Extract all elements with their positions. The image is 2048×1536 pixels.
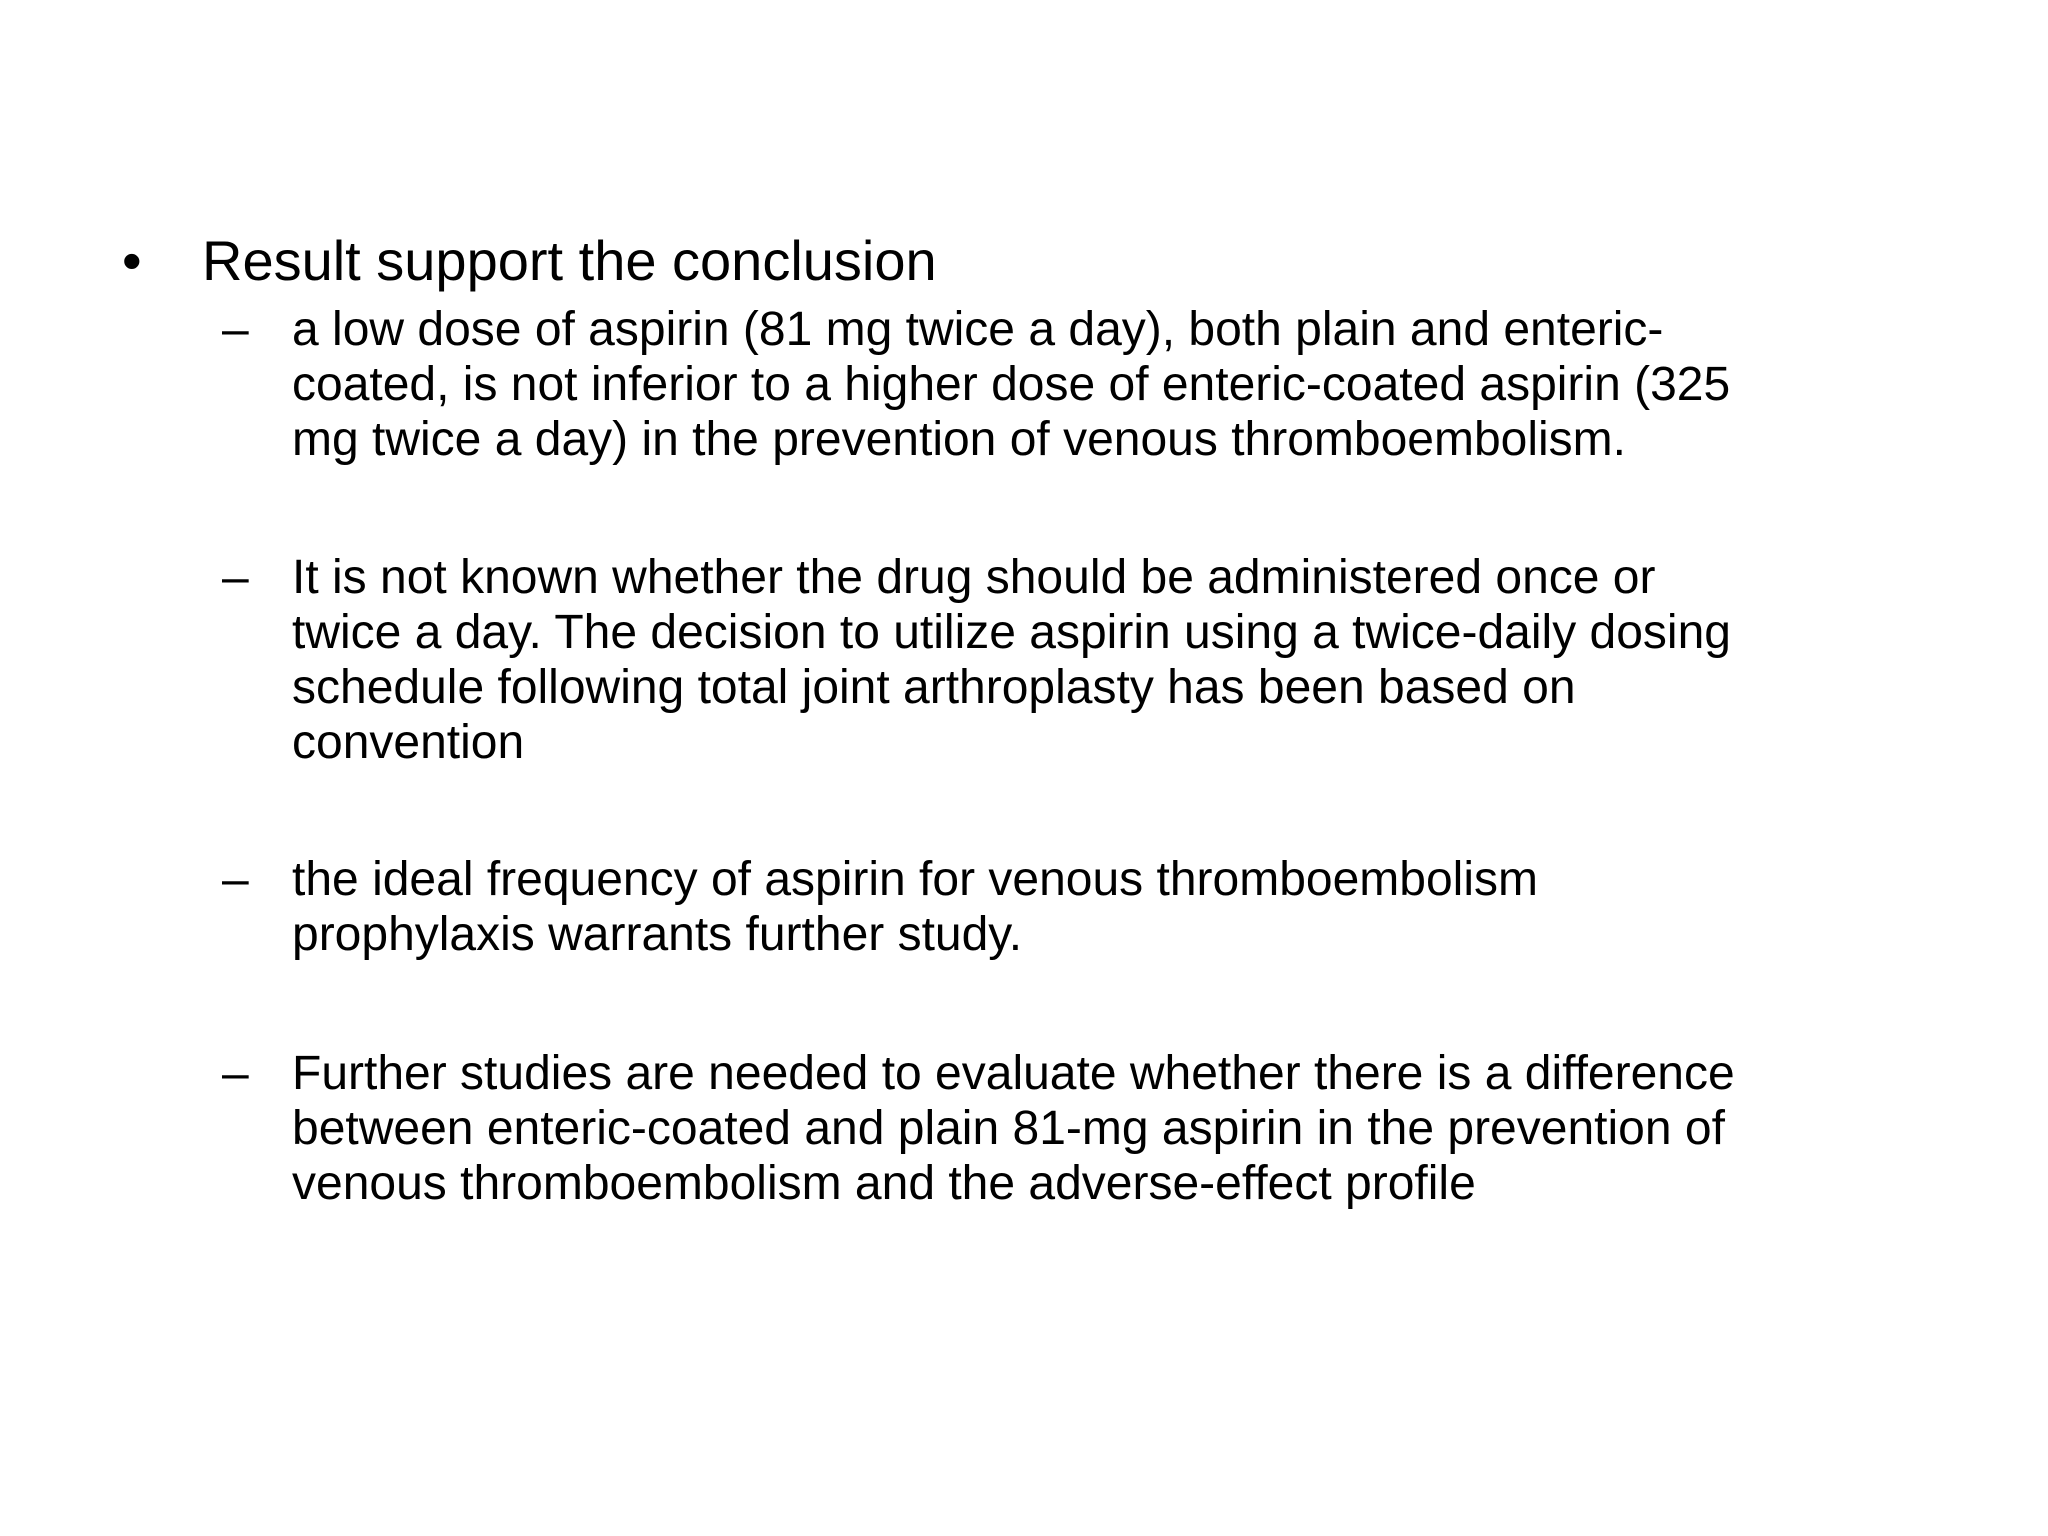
dash-icon: – bbox=[222, 303, 249, 356]
sub-point-text bbox=[292, 852, 1912, 962]
sub-point-line: convention bbox=[292, 716, 525, 769]
sub-point-line: twice a day. The decision to utilize aspirin using a twice-daily dosing bbox=[292, 606, 1731, 659]
sub-point-line: a low dose of aspirin (81 mg twice a day), both plain and enteric- bbox=[292, 303, 1664, 356]
sub-point-line: schedule following total joint arthroplasty has been based on bbox=[292, 661, 1576, 714]
main-point-text: Result support the conclusion bbox=[202, 229, 937, 292]
sub-point-text bbox=[292, 550, 1912, 770]
main-point bbox=[0, 226, 2048, 296]
sub-point-line: venous thromboembolism and the adverse-effect profile bbox=[292, 1157, 1476, 1210]
dash-icon: – bbox=[222, 1047, 249, 1100]
sub-point-line: between enteric-coated and plain 81-mg aspirin in the prevention of bbox=[292, 1102, 1725, 1155]
sub-point-text bbox=[292, 1046, 1912, 1211]
sub-point-line: prophylaxis warrants further study. bbox=[292, 908, 1023, 961]
sub-point-line: mg twice a day) in the prevention of venous thromboembolism. bbox=[292, 413, 1626, 466]
sub-point-line: Further studies are needed to evaluate whether there is a difference bbox=[292, 1047, 1735, 1100]
sub-point-line: It is not known whether the drug should be administered once or bbox=[292, 551, 1656, 604]
dash-icon: – bbox=[222, 853, 249, 906]
sub-point-text bbox=[292, 302, 1912, 467]
dash-icon: – bbox=[222, 551, 249, 604]
bullet-icon: • bbox=[122, 229, 142, 292]
sub-point-line: coated, is not inferior to a higher dose of enteric-coated aspirin (325 bbox=[292, 358, 1731, 411]
sub-point-line: the ideal frequency of aspirin for venous thromboembolism bbox=[292, 853, 1538, 906]
